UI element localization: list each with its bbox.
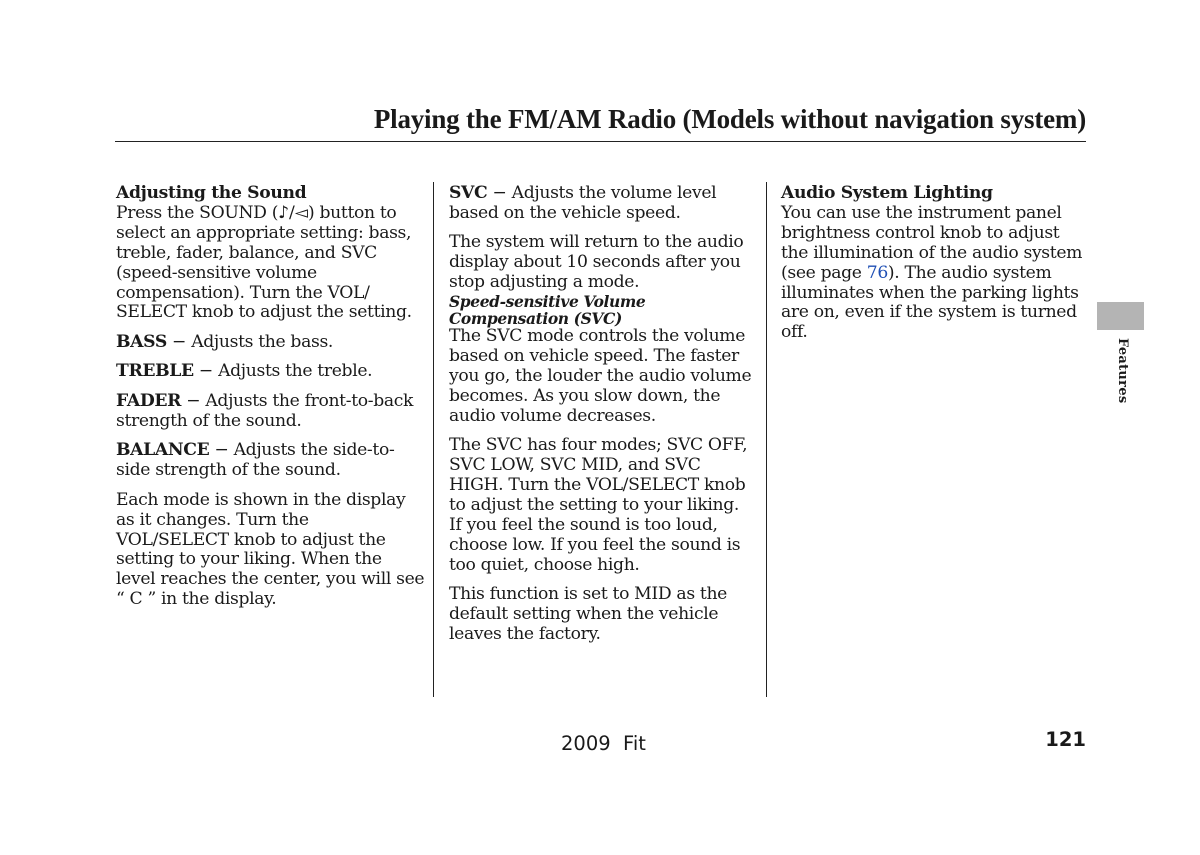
bass-term: BASS bbox=[116, 331, 167, 352]
svc-desc: − Adjusts the volume level based on the vehicle speed. bbox=[449, 183, 717, 223]
treble-item bbox=[116, 362, 426, 382]
page-number: 121 bbox=[1045, 728, 1086, 751]
balance-item bbox=[116, 441, 426, 481]
intro-text: ) button to select an appropriate setting: bass, treble, fader, balance, and SVC (speed-sensitive volume compensation). Turn the VOL/ SELECT knob to adjust the setting. bbox=[116, 202, 412, 323]
default-paragraph: This function is set to MID as the default setting when the vehicle leaves the factory. bbox=[449, 584, 727, 644]
return-paragraph: The system will return to the audio display about 10 seconds after you stop adjusting a mode. bbox=[449, 232, 744, 293]
column-divider bbox=[766, 182, 767, 697]
balance-term: BALANCE bbox=[116, 440, 210, 461]
svc-body: The SVC mode controls the volume based on vehicle speed. The faster you go, the louder the audio volume becomes. As you slow down, the audio volume decreases. bbox=[449, 326, 752, 426]
column-middle bbox=[449, 184, 754, 655]
bass-item bbox=[116, 333, 426, 353]
balance-desc: − Adjusts the side-to-side strength of the sound. bbox=[116, 440, 395, 481]
fader-item bbox=[116, 392, 426, 432]
treble-desc: − Adjusts the treble. bbox=[193, 361, 373, 382]
treble-term: TREBLE bbox=[116, 361, 194, 382]
svc-subheading: Speed-sensitive Volume Compensation (SVC) bbox=[449, 292, 646, 329]
section-heading: Audio System Lighting bbox=[781, 183, 993, 203]
svc-section bbox=[449, 293, 754, 427]
svc-term: SVC bbox=[449, 183, 488, 203]
intro-text: Press the SOUND ( bbox=[116, 202, 279, 223]
svc-modes-paragraph: The SVC has four modes; SVC OFF, SVC LOW, SVC MID, and SVC HIGH. Turn the VOL/SELECT knob to adjust the setting to your liking. If you feel the sound is too loud, choose low. If you feel the sound is too quiet, choose high. bbox=[449, 435, 748, 575]
section-tab-label: Features bbox=[1115, 338, 1130, 404]
fader-desc: − Adjusts the front-to-back strength of the sound. bbox=[116, 390, 414, 431]
footer-model: 2009 Fit bbox=[561, 732, 646, 755]
adjusting-sound-section bbox=[116, 184, 426, 323]
column-right bbox=[781, 184, 1086, 353]
page-title: Playing the FM/AM Radio (Models without navigation system) bbox=[373, 104, 1086, 134]
sound-button-icon: ♪/◅ bbox=[278, 202, 309, 223]
column-left bbox=[116, 184, 426, 620]
bass-desc: − Adjusts the bass. bbox=[166, 331, 334, 352]
column-divider bbox=[433, 182, 434, 697]
lighting-text: You can use the instrument panel brightness control knob to adjust the illumination of the audio system (see page bbox=[781, 202, 1083, 283]
section-heading: Adjusting the Sound bbox=[116, 183, 307, 203]
lighting-section bbox=[781, 184, 1086, 343]
lighting-text: ). The audio system illuminates when the parking lights are on, even if the system is turned off. bbox=[781, 262, 1079, 343]
fader-term: FADER bbox=[116, 390, 182, 411]
section-tab bbox=[1097, 302, 1144, 330]
page-link[interactable]: 76 bbox=[866, 262, 888, 283]
svc-item bbox=[449, 184, 754, 224]
title-divider bbox=[115, 141, 1086, 142]
mode-paragraph: Each mode is shown in the display as it changes. Turn the VOL/SELECT knob to adjust the setting to your liking. When the level reaches the center, you will see “ C ” in the display. bbox=[116, 489, 425, 610]
